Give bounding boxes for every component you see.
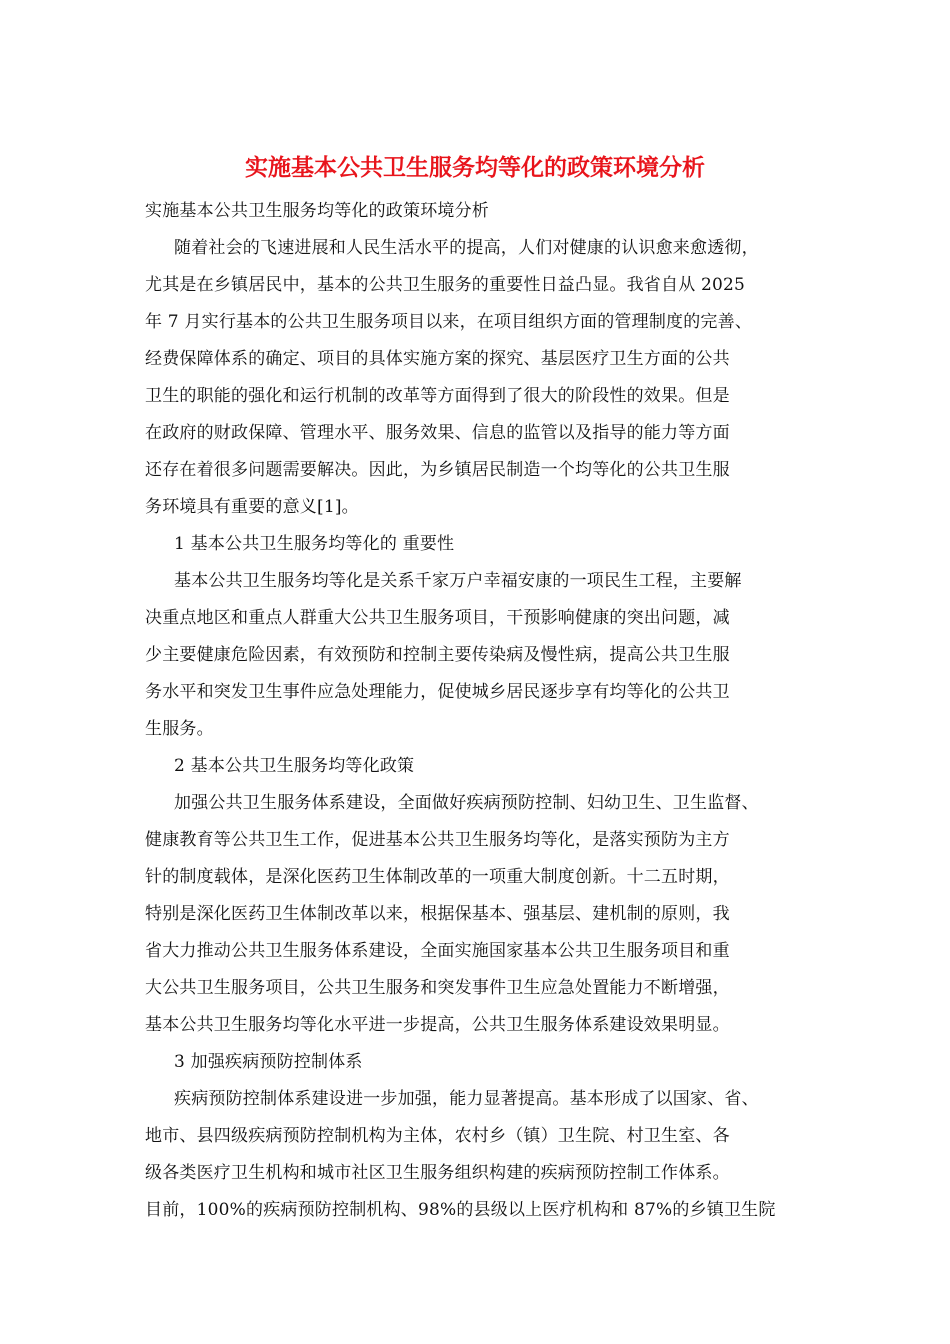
text-line: 2 基本公共卫生服务均等化政策 [174, 756, 415, 776]
text-line: 务环境具有重要的意义[1]。 [145, 497, 359, 517]
text-line: 基本公共卫生服务均等化水平进一步提高，公共卫生服务体系建设效果明显。 [145, 1015, 730, 1035]
text-line: 实施基本公共卫生服务均等化的政策环境分析 [145, 201, 489, 221]
text-line: 大公共卫生服务项目，公共卫生服务和突发事件卫生应急处置能力不断增强， [145, 978, 730, 998]
text-line: 卫生的职能的强化和运行机制的改革等方面得到了很大的阶段性的效果。但是 [145, 386, 730, 406]
text-line: 目前，100%的疾病预防控制机构、98%的县级以上医疗机构和 87%的乡镇卫生院 [145, 1200, 776, 1220]
text-line: 随着社会的飞速进展和人民生活水平的提高，人们对健康的认识愈来愈透彻， [174, 238, 759, 258]
text-line: 疾病预防控制体系建设进一步加强，能力显著提高。基本形成了以国家、省、 [174, 1089, 759, 1109]
text-line: 生服务。 [145, 719, 214, 739]
text-line: 地市、县四级疾病预防控制机构为主体，农村乡（镇）卫生院、村卫生室、各 [145, 1126, 730, 1146]
text-line: 1 基本公共卫生服务均等化的 重要性 [174, 534, 455, 554]
document-body [145, 193, 825, 1229]
text-line: 特别是深化医药卫生体制改革以来，根据保基本、强基层、建机制的原则，我 [145, 904, 730, 924]
text-line: 健康教育等公共卫生工作，促进基本公共卫生服务均等化，是落实预防为主方 [145, 830, 730, 850]
text-line: 3 加强疾病预防控制体系 [174, 1052, 363, 1072]
text-line: 年 7 月实行基本的公共卫生服务项目以来，在项目组织方面的管理制度的完善、 [145, 312, 753, 332]
text-line: 加强公共卫生服务体系建设，全面做好疾病预防控制、妇幼卫生、卫生监督、 [174, 793, 759, 813]
text-line: 在政府的财政保障、管理水平、服务效果、信息的监管以及指导的能力等方面 [145, 423, 730, 443]
text-line: 决重点地区和重点人群重大公共卫生服务项目，干预影响健康的突出问题，减 [145, 608, 730, 628]
text-line: 级各类医疗卫生机构和城市社区卫生服务组织构建的疾病预防控制工作体系。 [145, 1163, 730, 1183]
text-line: 少主要健康危险因素，有效预防和控制主要传染病及慢性病，提高公共卫生服 [145, 645, 730, 665]
text-line: 针的制度载体，是深化医药卫生体制改革的一项重大制度创新。十二五时期， [145, 867, 730, 887]
text-line: 还存在着很多问题需要解决。因此，为乡镇居民制造一个均等化的公共卫生服 [145, 460, 730, 480]
text-line: 基本公共卫生服务均等化是关系千家万户幸福安康的一项民生工程，主要解 [174, 571, 742, 591]
text-line: 尤其是在乡镇居民中，基本的公共卫生服务的重要性日益凸显。我省自从 2025 [145, 275, 746, 295]
document-title: 实施基本公共卫生服务均等化的政策环境分析 [245, 154, 705, 181]
text-line: 省大力推动公共卫生服务体系建设，全面实施国家基本公共卫生服务项目和重 [145, 941, 730, 961]
text-line: 经费保障体系的确定、项目的具体实施方案的探究、基层医疗卫生方面的公共 [145, 349, 730, 369]
text-line: 务水平和突发卫生事件应急处理能力，促使城乡居民逐步享有均等化的公共卫 [145, 682, 730, 702]
